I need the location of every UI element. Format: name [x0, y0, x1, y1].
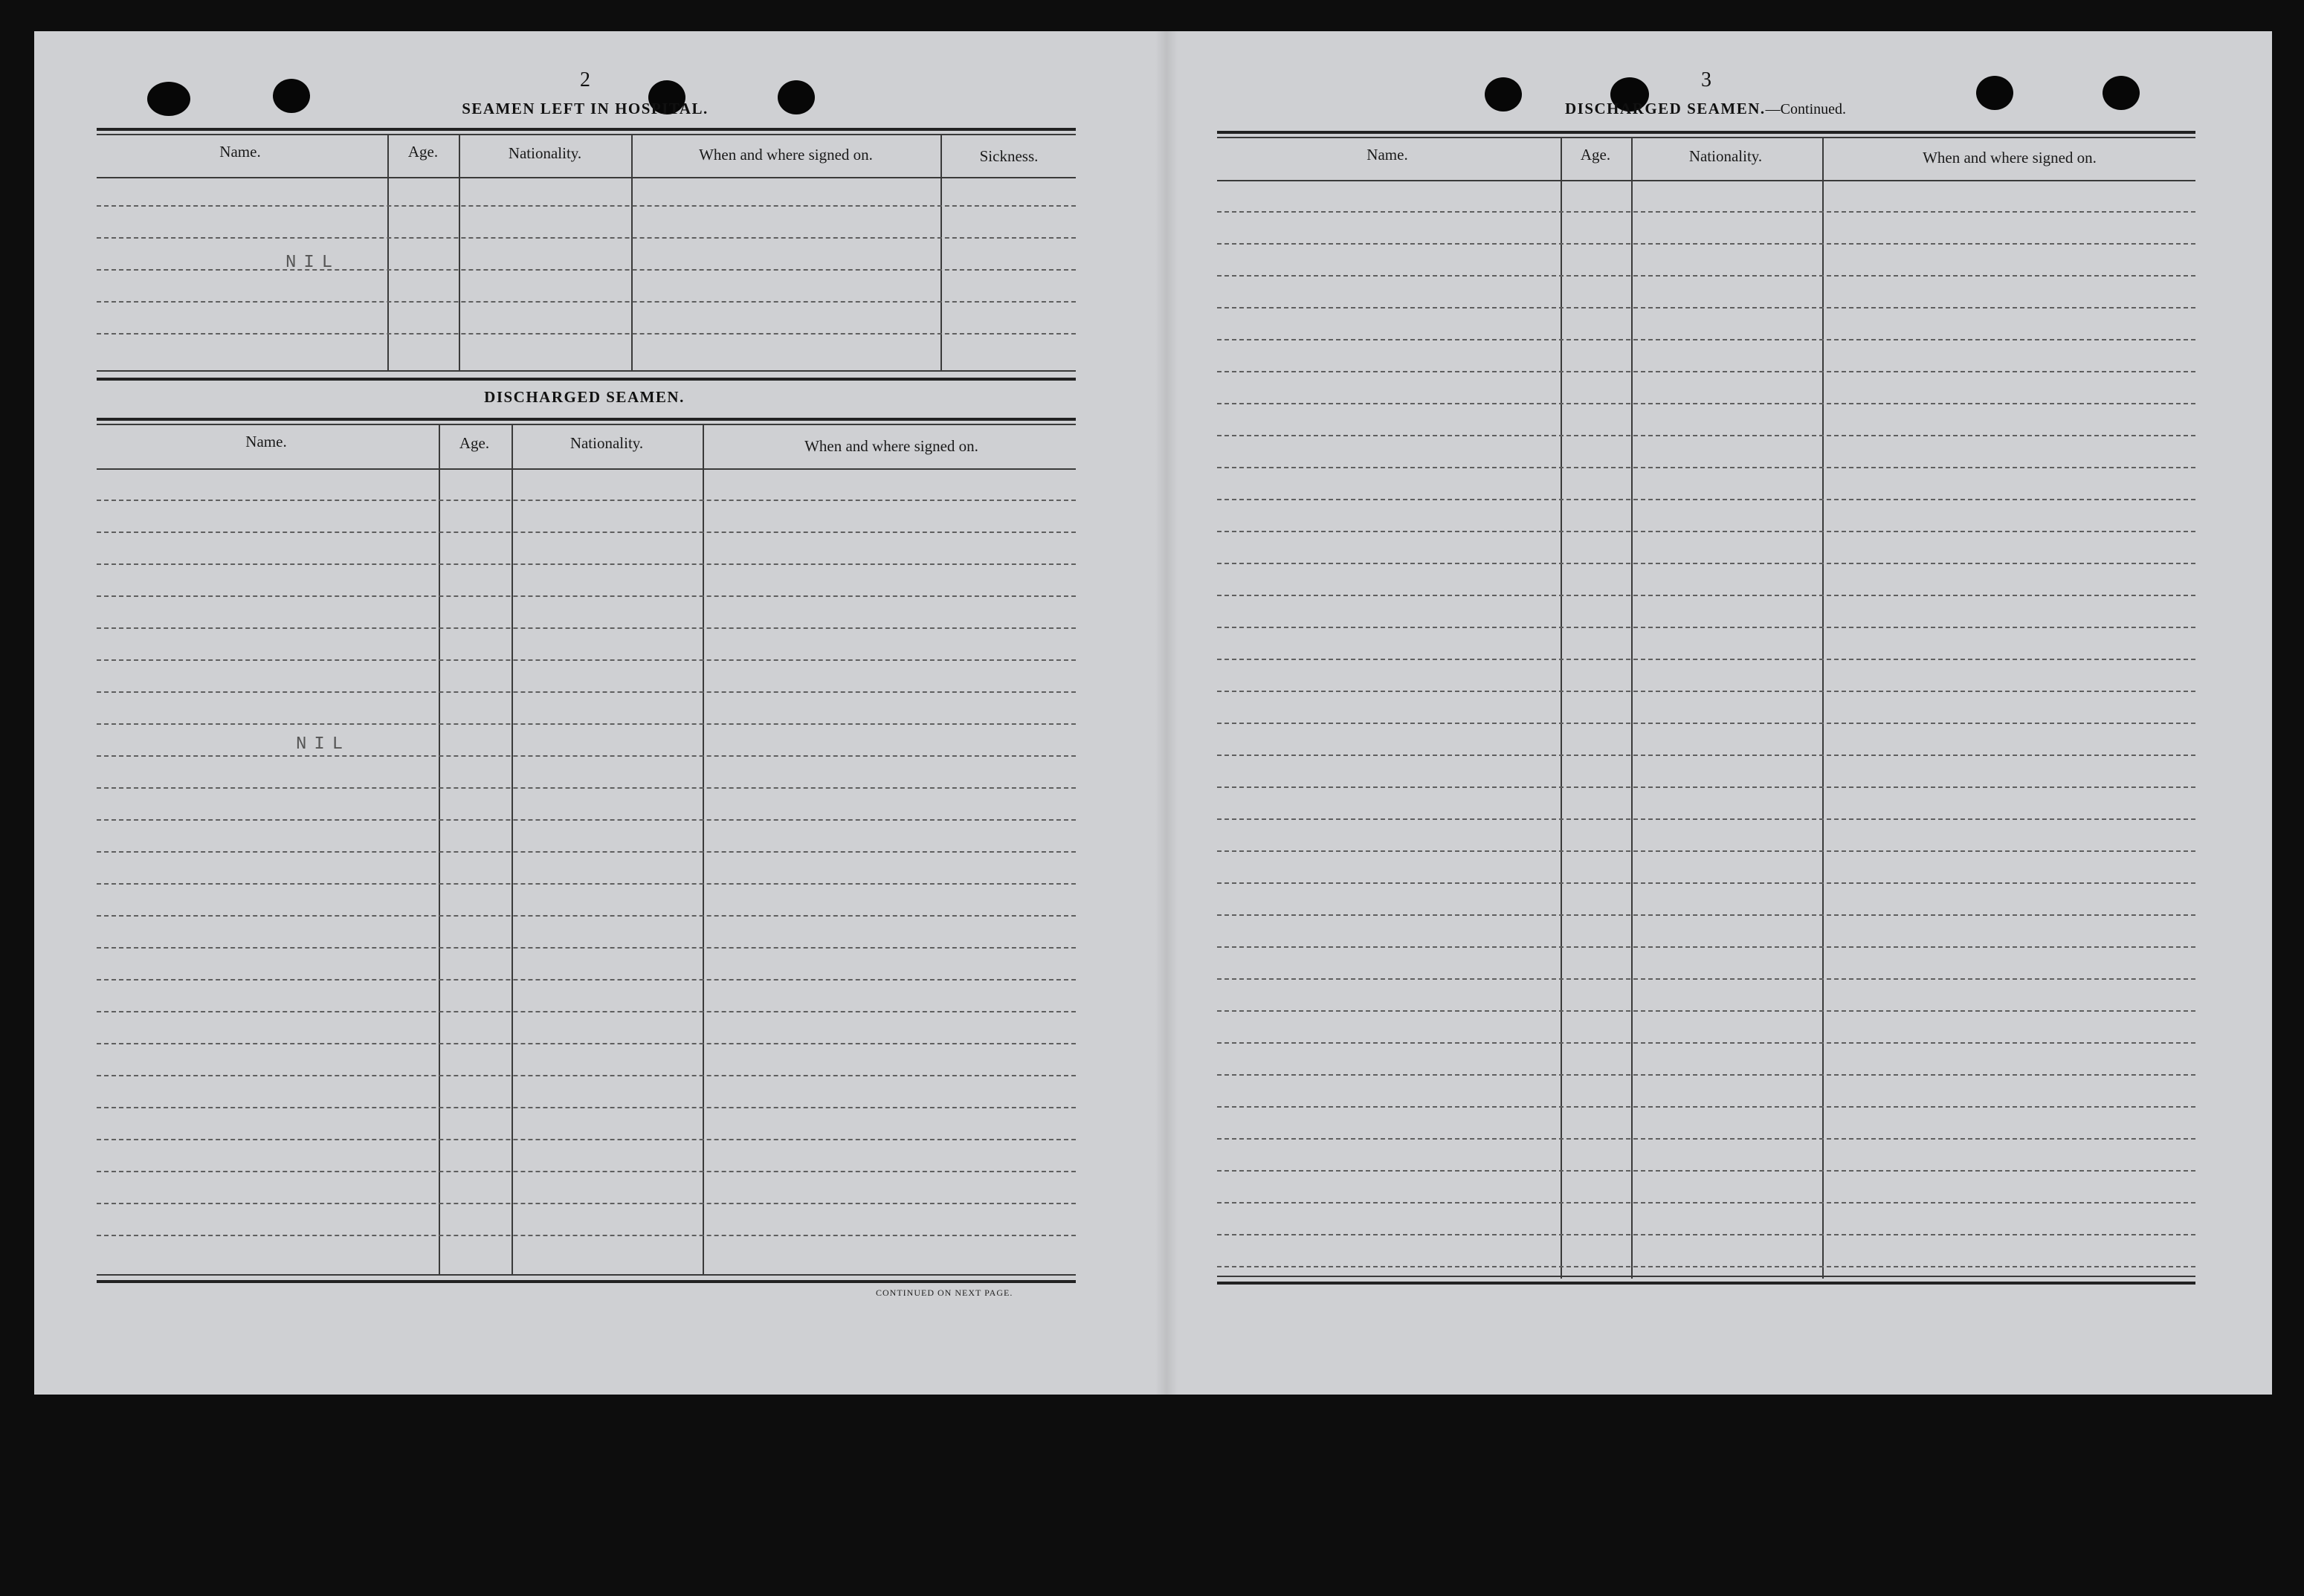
- punch-hole: [1485, 77, 1522, 112]
- ruled-row-line: [1217, 850, 2195, 852]
- ruled-row-line: [97, 500, 1076, 501]
- ruled-row-line: [97, 787, 1076, 789]
- ruled-row-line: [97, 979, 1076, 980]
- col-header-nationality: Nationality.: [1688, 147, 1763, 165]
- hospital-section-title: SEAMEN LEFT IN HOSPITAL.: [462, 100, 709, 117]
- title-text: DISCHARGED SEAMEN.: [1564, 100, 1766, 117]
- ruled-row-line: [1217, 499, 2195, 500]
- ruled-row-line: [97, 851, 1076, 853]
- ruled-row-line: [1217, 1138, 2195, 1140]
- ruled-row-line: [1217, 339, 2195, 340]
- ruled-row-line: [1217, 1010, 2195, 1012]
- table-rule: [97, 177, 1076, 178]
- table-rule: [1217, 137, 2195, 138]
- table-rule: [97, 418, 1076, 421]
- ruled-row-line: [97, 269, 1076, 271]
- ruled-row-line: [1217, 1074, 2195, 1076]
- ruled-row-line: [1217, 755, 2195, 756]
- table-rule: [1217, 1276, 2195, 1277]
- table-rule: [1217, 180, 2195, 181]
- column-divider: [459, 134, 460, 372]
- ruled-row-line: [1217, 978, 2195, 980]
- table-rule: [1217, 1282, 2195, 1285]
- ruled-row-line: [97, 691, 1076, 693]
- ruled-row-line: [1217, 275, 2195, 277]
- punch-hole: [147, 82, 190, 116]
- table-rule: [97, 134, 1076, 135]
- ruled-row-line: [1217, 467, 2195, 468]
- punch-hole: [273, 79, 310, 113]
- col-header-age: Age.: [407, 143, 439, 161]
- ruled-row-line: [97, 1171, 1076, 1172]
- ruled-row-line: [1217, 1266, 2195, 1267]
- col-header-nationality: Nationality.: [508, 144, 582, 162]
- ruled-row-line: [1217, 818, 2195, 820]
- ruled-row-line: [1217, 659, 2195, 660]
- column-divider: [703, 424, 704, 1276]
- book-gutter: [1155, 31, 1178, 1395]
- ruled-row-line: [1217, 786, 2195, 788]
- ruled-row-line: [1217, 371, 2195, 372]
- table-rule: [97, 1280, 1076, 1283]
- ruled-row-line: [97, 1203, 1076, 1204]
- col-header-signed-on: When and where signed on.: [1923, 149, 2097, 167]
- nil-entry: NIL: [296, 734, 351, 755]
- ruled-row-line: [1217, 563, 2195, 564]
- col-header-signed-on: When and where signed on.: [804, 437, 978, 455]
- col-header-age: Age.: [1580, 146, 1611, 164]
- col-header-name: Name.: [219, 143, 261, 161]
- punch-hole: [2103, 76, 2140, 110]
- column-divider: [940, 134, 942, 372]
- column-divider: [439, 424, 440, 1276]
- ruled-row-line: [97, 237, 1076, 239]
- ruled-row-line: [1217, 1170, 2195, 1172]
- ruled-row-line: [97, 1139, 1076, 1140]
- ruled-row-line: [97, 595, 1076, 597]
- ledger-paper: [34, 31, 2272, 1395]
- ruled-row-line: [1217, 1042, 2195, 1044]
- ruled-row-line: [1217, 211, 2195, 213]
- column-divider: [512, 424, 513, 1276]
- ruled-row-line: [97, 883, 1076, 885]
- col-header-name: Name.: [1366, 146, 1408, 164]
- table-rule: [1217, 131, 2195, 134]
- table-rule: [97, 370, 1076, 372]
- punch-hole: [1976, 76, 2013, 110]
- column-divider: [631, 134, 633, 372]
- ruled-row-line: [1217, 723, 2195, 724]
- ruled-row-line: [97, 819, 1076, 821]
- ruled-row-line: [1217, 435, 2195, 436]
- ruled-row-line: [1217, 627, 2195, 628]
- ruled-row-line: [1217, 243, 2195, 245]
- col-header-name: Name.: [245, 433, 287, 450]
- table-rule: [97, 128, 1076, 131]
- ruled-row-line: [97, 627, 1076, 629]
- ruled-row-line: [97, 1075, 1076, 1076]
- discharged-section-title: DISCHARGED SEAMEN.: [484, 388, 685, 406]
- table-rule: [97, 424, 1076, 425]
- table-rule: [97, 468, 1076, 470]
- ruled-row-line: [97, 532, 1076, 533]
- ruled-row-line: [1217, 307, 2195, 308]
- col-header-age: Age.: [459, 434, 490, 452]
- col-header-signed-on: When and where signed on.: [699, 146, 873, 164]
- ruled-row-line: [97, 1107, 1076, 1108]
- ruled-row-line: [97, 947, 1076, 949]
- column-divider: [387, 134, 389, 372]
- ruled-row-line: [97, 723, 1076, 725]
- ruled-row-line: [1217, 595, 2195, 596]
- ruled-row-line: [97, 563, 1076, 565]
- ruled-row-line: [97, 659, 1076, 661]
- ruled-row-line: [1217, 691, 2195, 692]
- page-number-left: 2: [580, 68, 590, 91]
- table-rule: [97, 378, 1076, 381]
- page-number-right: 3: [1701, 68, 1711, 91]
- ruled-row-line: [97, 333, 1076, 335]
- ruled-row-line: [1217, 403, 2195, 404]
- discharged-continued-title: [1565, 100, 1846, 118]
- ruled-row-line: [97, 301, 1076, 303]
- ruled-row-line: [1217, 1106, 2195, 1108]
- col-header-sickness: Sickness.: [979, 147, 1039, 165]
- table-rule: [97, 1274, 1076, 1276]
- nil-entry: NIL: [285, 253, 341, 273]
- ruled-row-line: [97, 915, 1076, 917]
- ruled-row-line: [97, 755, 1076, 757]
- ruled-row-line: [1217, 1234, 2195, 1235]
- ruled-row-line: [1217, 1202, 2195, 1204]
- ruled-row-line: [97, 1011, 1076, 1012]
- ruled-row-line: [1217, 946, 2195, 948]
- ruled-row-line: [97, 205, 1076, 207]
- ruled-row-line: [1217, 914, 2195, 916]
- ruled-row-line: [1217, 531, 2195, 532]
- ruled-row-line: [1217, 882, 2195, 884]
- title-continued: —Continued.: [1765, 101, 1847, 117]
- ruled-row-line: [97, 1043, 1076, 1044]
- col-header-nationality: Nationality.: [569, 434, 644, 452]
- ruled-row-line: [97, 1235, 1076, 1236]
- punch-hole: [778, 80, 815, 114]
- continued-footer: CONTINUED ON NEXT PAGE.: [876, 1288, 1013, 1298]
